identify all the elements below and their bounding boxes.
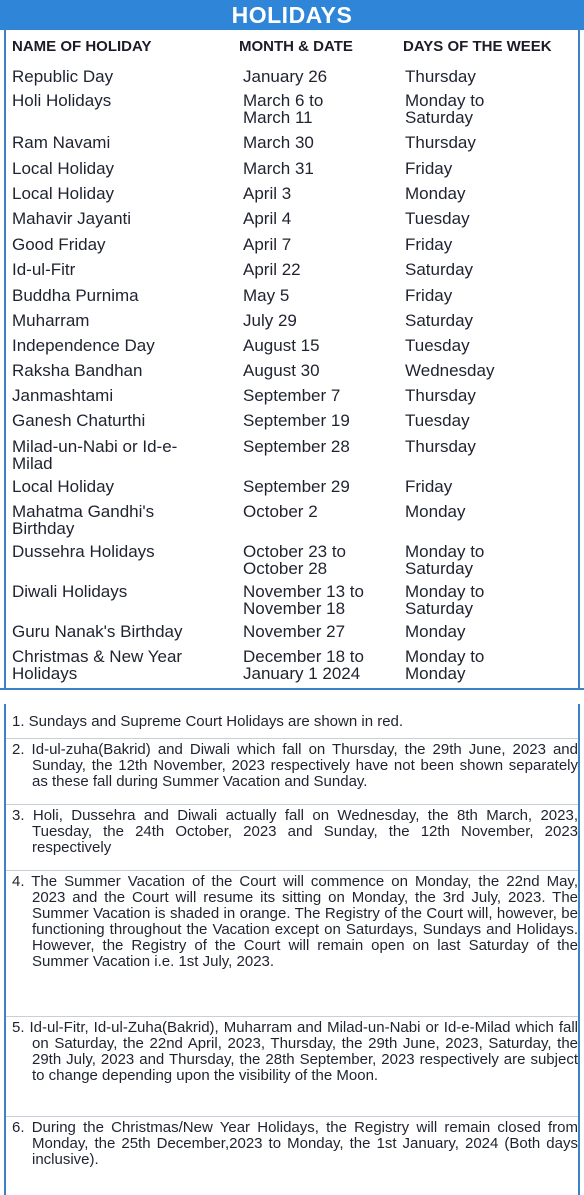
holiday-date: April 22 [243,260,301,279]
holiday-name: Local Holiday [12,159,115,178]
holiday-name: Mahavir Jayanti [12,209,132,228]
holiday-date: April 7 [243,235,292,254]
note-2: 2. Id-ul-zuha(Bakrid) and Diwali which fall on Thursday, the 29th June, 2023 and Sunday, the 12th November, 2023 respectively have not been shown separately as these fall during Summer Vacation and Sunday. [12,741,578,790]
notes-section [4,704,580,1195]
holiday-name: Independence Day [12,336,155,355]
holiday-date: November 27 [243,622,346,641]
holiday-day: Monday [405,184,466,203]
header-date: MONTH & DATE [239,38,353,55]
holiday-name: Local Holiday [12,477,115,496]
holiday-day: Friday [405,286,453,305]
holiday-day: Monday to Saturday [405,542,485,578]
holiday-day: Monday to Saturday [405,582,485,618]
note-4: 4. The Summer Vacation of the Court will commence on Monday, the 22nd May, 2023 and the Court will resume its sitting on Monday, the 3rd July, 2023. The Summer Vacation is shaded in orange. The Registry of the Court will, however, be functioning throughout the Vacation except on Saturdays, Sundays and Holidays. However, the Registry of the Court will remain open on last Saturday of the Summer Vacation i.e. 1st July, 2023. [12,873,578,970]
holiday-name: Holi Holidays [12,91,112,110]
holiday-table [4,30,580,688]
holiday-day: Friday [405,235,453,254]
holiday-date: May 5 [243,286,290,305]
note-3: 3. Holi, Dussehra and Diwali actually fall on Wednesday, the 8th March, 2023, Tuesday, the 24th October, 2023 and Sunday, the 12th November, 2023 respectively [12,807,578,856]
holiday-name: Diwali Holidays [12,582,128,601]
holiday-day: Thursday [405,133,476,152]
holiday-name: Raksha Bandhan [12,361,143,380]
holiday-date: March 31 [243,159,314,178]
holiday-date: December 18 to January 1 2024 [243,647,364,683]
holiday-day: Thursday [405,437,476,456]
holiday-name: Milad-un-Nabi or Id-e- Milad [12,437,178,473]
holiday-name: Guru Nanak's Birthday [12,622,183,641]
section-divider [0,688,584,704]
holiday-day: Monday to Monday [405,647,485,683]
holiday-date: August 30 [243,361,320,380]
holiday-date: January 26 [243,67,328,86]
holiday-date: September 19 [243,411,350,430]
note-separator [6,738,578,739]
holiday-name: Local Holiday [12,184,115,203]
holiday-name: Republic Day [12,67,114,86]
page-title: HOLIDAYS [0,0,584,30]
note-5: 5. Id-ul-Fitr, Id-ul-Zuha(Bakrid), Muharram and Milad-un-Nabi or Id-e-Milad which fall on Saturday, the 22nd April, 2023, Thursday, the 29th June, 2023, Saturday, the 29th July, 2023 and Thursday, the 28th September, 2023 respectively are subject to change depending upon the visibility of the Moon. [12,1019,578,1084]
holiday-day: Friday [405,159,453,178]
note-6: 6. During the Christmas/New Year Holidays, the Registry will remain closed from Monday, the 25th December,2023 to Monday, the 1st January, 2024 (Both days inclusive). [12,1119,578,1168]
holiday-date: April 3 [243,184,292,203]
holiday-name: Buddha Purnima [12,286,139,305]
holiday-name: Muharram [12,311,90,330]
holiday-name: Dussehra Holidays [12,542,155,561]
holiday-name: Ram Navami [12,133,111,152]
holiday-name: Id-ul-Fitr [12,260,76,279]
note-separator [6,1116,578,1117]
note-1: 1. Sundays and Supreme Court Holidays are shown in red. [12,713,404,730]
holiday-day: Monday [405,622,466,641]
holiday-date: November 13 to November 18 [243,582,364,618]
holiday-day: Thursday [405,67,476,86]
header-name: NAME OF HOLIDAY [12,38,152,55]
holiday-date: July 29 [243,311,297,330]
holiday-date: August 15 [243,336,320,355]
holiday-day: Monday to Saturday [405,91,485,127]
holiday-name: Ganesh Chaturthi [12,411,146,430]
holiday-date: October 2 [243,502,318,521]
header-day: DAYS OF THE WEEK [403,38,552,55]
holiday-date: March 30 [243,133,314,152]
holiday-day: Monday [405,502,466,521]
holiday-date: October 23 to October 28 [243,542,347,578]
holiday-day: Saturday [405,260,474,279]
holiday-day: Friday [405,477,453,496]
holiday-name: Christmas & New Year Holidays [12,647,183,683]
note-separator [6,870,578,871]
holiday-name: Janmashtami [12,386,114,405]
holiday-date: September 28 [243,437,350,456]
holiday-date: September 7 [243,386,341,405]
holiday-day: Saturday [405,311,474,330]
note-separator [6,804,578,805]
holiday-date: September 29 [243,477,350,496]
holiday-day: Tuesday [405,411,470,430]
holiday-name: Mahatma Gandhi's Birthday [12,502,155,538]
holiday-name: Good Friday [12,235,106,254]
holiday-day: Wednesday [405,361,495,380]
holiday-date: March 6 to March 11 [243,91,324,127]
holiday-day: Tuesday [405,209,470,228]
note-separator [6,1016,578,1017]
holiday-day: Tuesday [405,336,470,355]
holiday-day: Thursday [405,386,476,405]
holiday-date: April 4 [243,209,292,228]
